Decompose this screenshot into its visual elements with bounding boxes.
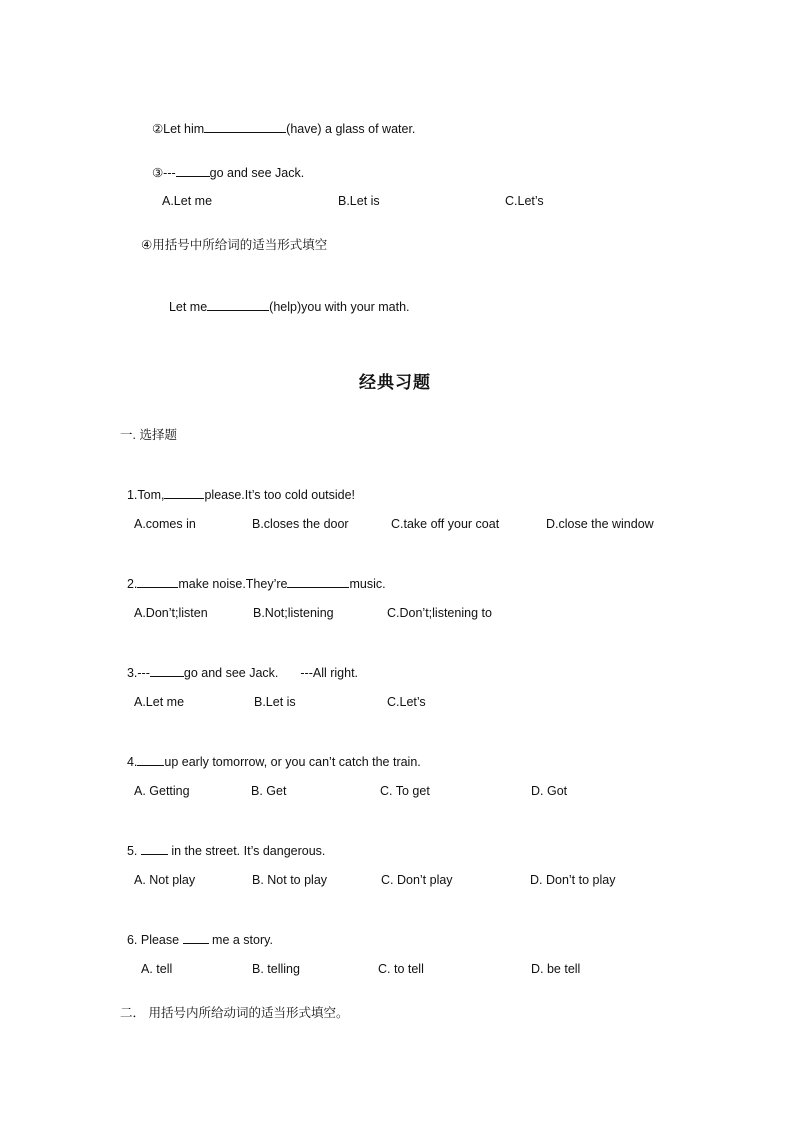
answer-blank[interactable] [183, 932, 209, 944]
question-2 [120, 560, 386, 592]
question-text: up early tomorrow, or you can’t catch the train. [164, 755, 421, 769]
prev-q4 [162, 283, 410, 315]
q2-option-c[interactable]: C.Don’t;listening to [387, 606, 492, 620]
q2-option-a[interactable]: A.Don’t;listen [134, 606, 208, 620]
answer-blank[interactable] [204, 121, 286, 133]
question-5 [120, 827, 325, 859]
prev-q4-post: (help)you with your math. [269, 300, 410, 314]
question-6 [120, 916, 273, 948]
prev-q2-post: (have) a glass of water. [286, 122, 416, 136]
answer-blank[interactable] [207, 299, 269, 311]
question-1 [120, 471, 355, 503]
prev-q3-post: go and see Jack. [209, 166, 305, 180]
part1-heading: 一. 选择题 [120, 428, 177, 442]
q3-option-b[interactable]: B.Let is [254, 695, 296, 709]
prev-q3-pre: ③--- [151, 166, 176, 180]
question-text: music. [349, 577, 386, 591]
section-title: 经典习题 [359, 373, 431, 393]
q4-option-b[interactable]: B. Get [251, 784, 287, 798]
q5-option-a[interactable]: A. Not play [134, 873, 196, 887]
q1-option-a[interactable]: A.comes in [134, 517, 196, 531]
prev-q4-title: ④用括号中所给词的适当形式填空 [141, 238, 328, 252]
question-text: 4. [126, 755, 138, 769]
question-4 [120, 738, 421, 770]
question-reply: ---All right. [300, 666, 359, 680]
q4-option-d[interactable]: D. Got [531, 784, 568, 798]
answer-blank[interactable] [176, 165, 210, 177]
question-text: 5. [126, 844, 138, 858]
answer-blank[interactable] [137, 576, 178, 588]
prev-q2-pre: ②Let him [151, 122, 205, 136]
prev-q3 [145, 149, 304, 181]
question-text: in the street. It’s dangerous. [171, 844, 326, 858]
answer-blank[interactable] [137, 754, 164, 766]
q5-option-d[interactable]: D. Don’t to play [530, 873, 616, 887]
q4-option-a[interactable]: A. Getting [134, 784, 190, 798]
answer-blank[interactable] [150, 665, 184, 677]
question-text: go and see Jack. [183, 666, 279, 680]
q1-option-c[interactable]: C.take off your coat [391, 517, 500, 531]
prev-q3-option-a[interactable]: A.Let me [162, 194, 213, 208]
prev-q3-option-b[interactable]: B.Let is [338, 194, 380, 208]
q6-option-c[interactable]: C. to tell [378, 962, 424, 976]
q1-option-b[interactable]: B.closes the door [252, 517, 349, 531]
q1-option-d[interactable]: D.close the window [546, 517, 654, 531]
answer-blank[interactable] [164, 487, 204, 499]
q4-option-c[interactable]: C. To get [380, 784, 430, 798]
q3-option-c[interactable]: C.Let’s [387, 695, 426, 709]
q6-option-a[interactable]: A. tell [141, 962, 173, 976]
prev-q4-pre: Let me [168, 300, 208, 314]
q5-option-b[interactable]: B. Not to play [252, 873, 328, 887]
answer-blank[interactable] [287, 576, 349, 588]
answer-blank[interactable] [141, 843, 168, 855]
prev-q3-option-c[interactable]: C.Let’s [505, 194, 544, 208]
q3-option-a[interactable]: A.Let me [134, 695, 185, 709]
question-text: make noise.They’re [178, 577, 288, 591]
question-text: 3.--- [126, 666, 150, 680]
q5-option-c[interactable]: C. Don’t play [381, 873, 453, 887]
question-text: 6. Please [126, 933, 180, 947]
part2-heading: 二． 用括号内所给动词的适当形式填空。 [120, 1006, 349, 1020]
question-text: 1.Tom, [126, 488, 165, 502]
question-text: please.It’s too cold outside! [204, 488, 356, 502]
q2-option-b[interactable]: B.Not;listening [253, 606, 334, 620]
question-3 [120, 649, 358, 681]
prev-q2 [145, 105, 415, 137]
question-text: 2. [126, 577, 138, 591]
question-text: me a story. [212, 933, 273, 947]
q6-option-d[interactable]: D. be tell [531, 962, 581, 976]
q6-option-b[interactable]: B. telling [252, 962, 300, 976]
